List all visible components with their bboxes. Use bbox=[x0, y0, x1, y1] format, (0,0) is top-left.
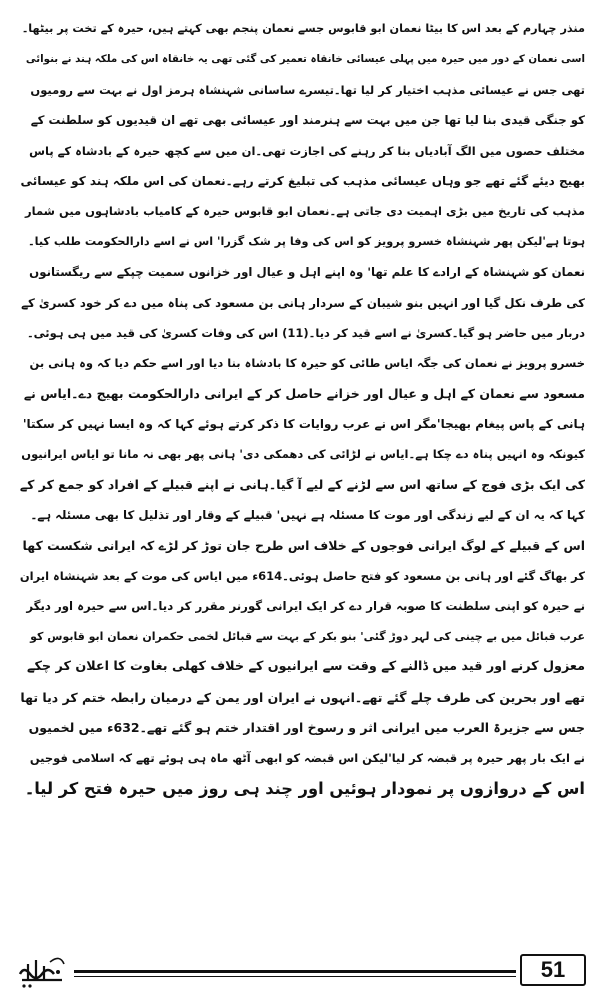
text-line: ہوتا ہے'لیکن پھر شہنشاہ خسرو پرویز کو اس کی وفا پر شک گزرا' اس نے اسے دارالحکومت طلب کیا۔ bbox=[28, 234, 585, 248]
text-line: دربار میں حاضر ہو گیا۔کسریٰ نے اسے قید کر دیا۔(11) اس کی وفات کسریٰ کی قید میں ہی ہوئی۔ bbox=[26, 325, 585, 340]
text-line: مذہب کی تاریخ میں بڑی اہمیت دی جاتی ہے۔نعمان ابو قابوس حیرہ کے کامیاب بادشاہوں میں شمار bbox=[25, 204, 585, 219]
text-line: اس کے قبیلے کے لوگ ایرانی فوجوں کے خلاف اس طرح جان توڑ کر لڑے کہ ایرانی شکست کھا bbox=[22, 537, 585, 553]
text-line: نے حیرہ کو اپنی سلطنت کا صوبہ قرار دے کر ایک ایرانی گورنر مقرر کر دیا۔اس سے حیرہ اور دیگر bbox=[26, 599, 585, 614]
footer-rule-thin bbox=[74, 976, 516, 977]
publisher-logo-icon bbox=[14, 944, 70, 990]
text-line: جس سے جزیرۃ العرب میں ایرانی اثر و رسوخ اور اقتدار ختم ہو گئے تھے۔632ء میں لخمیوں bbox=[28, 719, 585, 735]
text-line: نے ایک بار پھر حیرہ پر قبضہ کر لیا'لیکن اس قبضہ کو ابھی آٹھ ماہ ہی ہوئے تھے کہ اسلامی فوجیں bbox=[29, 751, 585, 766]
text-line: خسرو پرویز نے نعمان کی جگہ ایاس طائی کو حیرہ کا بادشاہ بنا دیا اور اسے حکم دیا کہ وہ ہانی بن bbox=[29, 356, 585, 371]
text-line: کی ایک بڑی فوج کے ساتھ اس سے لڑنے کے لیے آ گیا۔ہانی نے اپنے قبیلے کے افراد کو جمع کر کے bbox=[20, 476, 585, 492]
text-line: معزول کرنے اور قید میں ڈالنے کے وقت سے ایرانیوں کے خلاف کھلی بغاوت کا اعلان کر چکے bbox=[27, 659, 585, 675]
text-line: کر بھاگ گئے اور ہانی بن مسعود کو فتح حاصل ہوئی۔614ء میں ایاس کی موت کے بعد شہنشاہ ایران bbox=[20, 569, 585, 584]
text-line: مسعود سے نعمان کے اہل و عیال اور خزانے حاصل کر کے ایرانی دارالحکومت بھیج دے۔ایاس نے bbox=[23, 385, 585, 401]
page-footer bbox=[14, 942, 586, 992]
text-line: تھے اور بحرین کی طرف چلے گئے تھے۔انہوں نے ایران اور یمن کے درمیان رابطہ ختم کر دیا تھا bbox=[20, 689, 585, 705]
text-line: منذر چہارم کے بعد اس کا بیٹا نعمان ابو قابوس جسے نعمان پنجم بھی کہتے ہیں، حیرہ کے تخت پر بیٹھا۔ bbox=[21, 22, 585, 35]
text-line: مختلف حصوں میں الگ آبادیاں بنا کر رہنے کی اجازت تھی۔ان میں سے کچھ حیرہ کے بادشاہ کے پاس bbox=[29, 143, 585, 158]
footer-rule bbox=[74, 970, 516, 973]
page-number: 51 bbox=[520, 954, 586, 986]
text-line: کیونکہ وہ انہیں پناہ دے چکا ہے۔ایاس نے لڑائی کی دھمکی دی' ہانی پھر بھی نہ مانا تو ایاس ایرانیوں bbox=[21, 447, 585, 462]
text-line: عرب قبائل میں بے چینی کی لہر دوڑ گئی' بنو بکر کے بہت سے قبائل لخمی حکمران نعمان ابو قابوس کو bbox=[30, 629, 585, 643]
text-line: اسی نعمان کے دور میں حیرہ میں پہلی عیسائی خانقاہ تعمیر کی گئی تھی یہ خانقاہ اس کی ملکہ ہند نے بنوائی bbox=[25, 53, 585, 66]
text-line: کو جنگی قیدی بنا لیا تھا جن میں بہت سے ہنرمند اور عیسائی بھی تھے ان قیدیوں کو سلطنت کے bbox=[30, 113, 585, 128]
text-line: نعمان کو شہنشاہ کے ارادے کا علم تھا' وہ اپنے اہل و عیال اور خزانوں سمیت چپکے سے ریگستانوں bbox=[29, 265, 585, 280]
text-line: کہا کہ یہ ان کے لیے زندگی اور موت کا مسئلہ ہے نہیں' قبیلے کے وقار اور تذلیل کا بھی مسئلہ ہے۔ bbox=[30, 508, 585, 523]
text-line: کی طرف نکل گیا اور انہیں بنو شیبان کے سردار ہانی بن مسعود کی پناہ میں دے کر خود کسریٰ کے bbox=[21, 295, 585, 310]
text-line: ہانی کے پاس پیغام بھیجا'مگر اس نے عرب روایات کا ذکر کرتے ہوئے کہا کہ وہ ایسا نہیں کر سکتا' bbox=[22, 417, 585, 432]
text-line: بھیج دیئے گئے تھے جو وہاں عیسائی مذہب کی تبلیغ کرتے رہے۔نعمان کی اس ملکہ ہند کو عیسائی bbox=[20, 173, 585, 188]
text-line: اس کے دروازوں پر نمودار ہوئیں اور چند ہی روز میں حیرہ فتح کر لیا۔ bbox=[24, 778, 585, 798]
body-text bbox=[20, 14, 585, 804]
text-line: تھی جس نے عیسائی مذہب اختیار کر لیا تھا۔تیسرے ساسانی شہنشاہ ہرمز اول نے بہت سے رومیوں bbox=[30, 82, 585, 97]
